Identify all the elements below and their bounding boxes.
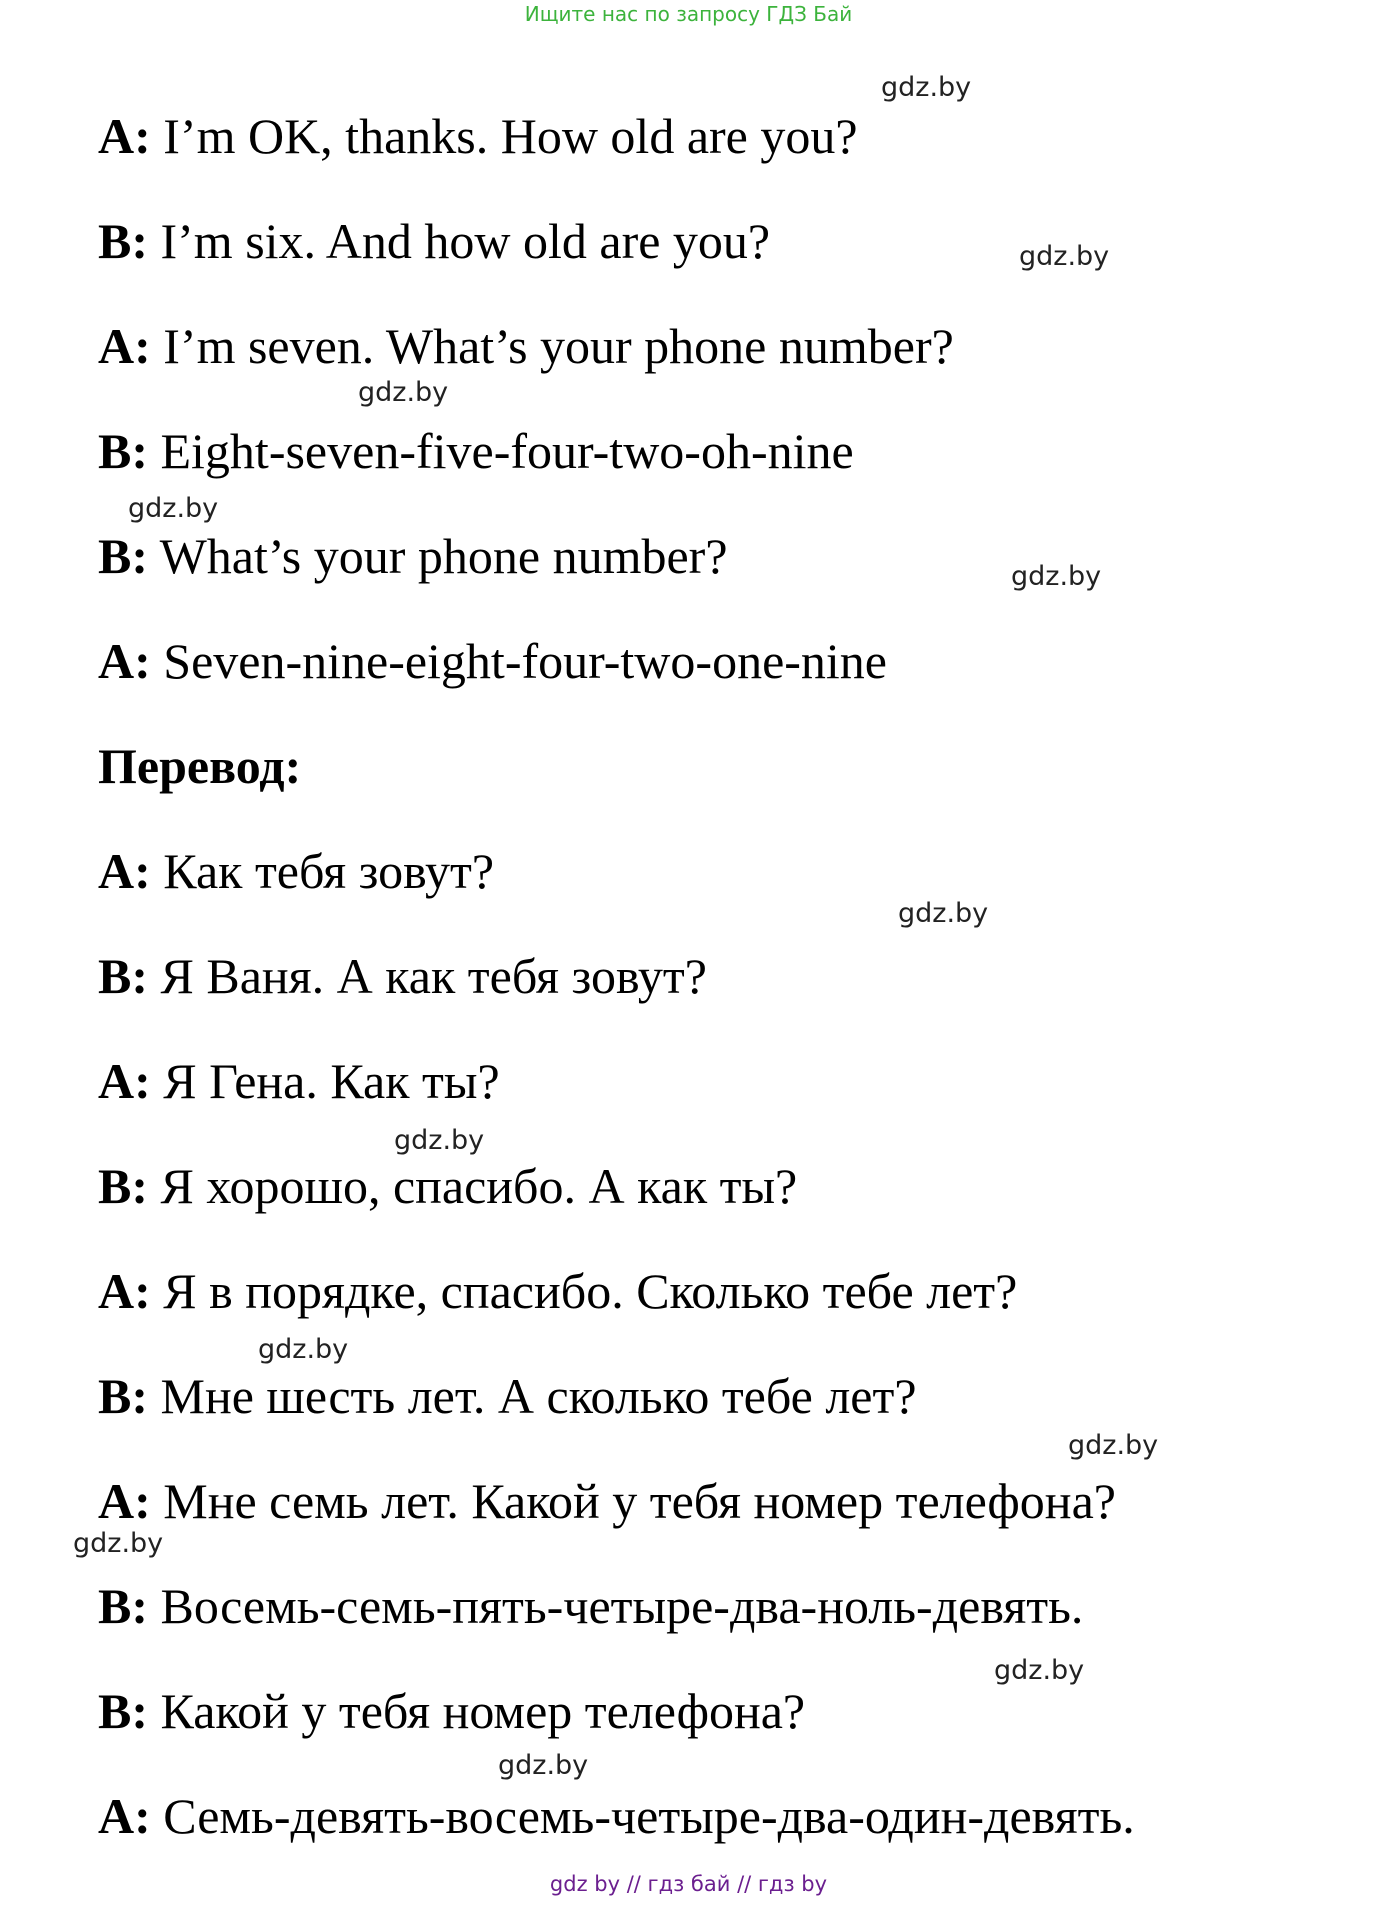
line-text: What’s your phone number? [159, 528, 728, 584]
dialogue-line-ru-4 [98, 1156, 797, 1216]
watermark: gdz.by [128, 493, 219, 524]
line-text: I’m OK, thanks. How old are you? [163, 108, 858, 164]
dialogue-line-en-4 [98, 421, 854, 481]
top-banner: Ищите нас по запросу ГДЗ Бай [524, 2, 853, 26]
speaker-label: B: [98, 213, 148, 269]
dialogue-line-ru-2 [98, 946, 707, 1006]
speaker-label: B: [98, 1368, 148, 1424]
speaker-label: A: [98, 843, 151, 899]
dialogue-line-en-1 [98, 106, 858, 166]
speaker-label: A: [98, 1053, 151, 1109]
line-text: Eight-seven-five-four-two-oh-nine [160, 423, 854, 479]
speaker-label: A: [98, 633, 151, 689]
dialogue-line-en-3 [98, 316, 954, 376]
line-text: Я Ваня. А как тебя зовут? [160, 948, 707, 1004]
line-text: I’m seven. What’s your phone number? [163, 318, 954, 374]
speaker-label: B: [98, 1683, 148, 1739]
line-text: Восемь-семь-пять-четыре-два-ноль-девять. [160, 1578, 1084, 1634]
watermark: gdz.by [258, 1334, 349, 1365]
watermark: gdz.by [498, 1750, 589, 1781]
dialogue-line-ru-5 [98, 1261, 1017, 1321]
dialogue-line-ru-1 [98, 841, 494, 901]
speaker-label: B: [98, 948, 148, 1004]
watermark: gdz.by [1068, 1430, 1159, 1461]
watermark: gdz.by [73, 1528, 164, 1559]
line-text: Какой у тебя номер телефона? [160, 1683, 806, 1739]
line-text: Мне шесть лет. А сколько тебе лет? [160, 1368, 917, 1424]
speaker-label: B: [98, 528, 148, 584]
line-text: Я Гена. Как ты? [163, 1053, 500, 1109]
watermark: gdz.by [358, 377, 449, 408]
watermark: gdz.by [394, 1125, 485, 1156]
line-text: Я хорошо, спасибо. А как ты? [160, 1158, 798, 1214]
footer-links: gdz by // гдз бай // гдз by [549, 1872, 828, 1896]
watermark: gdz.by [1019, 241, 1110, 272]
line-text: Семь-девять-восемь-четыре-два-один-девять. [163, 1788, 1135, 1844]
speaker-label: B: [98, 1578, 148, 1634]
dialogue-line-en-2 [98, 211, 770, 271]
speaker-label: B: [98, 423, 148, 479]
speaker-label: A: [98, 1473, 151, 1529]
translation-heading: Перевод: [98, 738, 302, 794]
speaker-label: A: [98, 1263, 151, 1319]
watermark: gdz.by [898, 898, 989, 929]
dialogue-line-ru-10 [98, 1786, 1135, 1846]
line-text: Seven-nine-eight-four-two-one-nine [163, 633, 887, 689]
dialogue-line-ru-3 [98, 1051, 500, 1111]
dialogue-line-ru-9 [98, 1681, 805, 1741]
line-text: Мне семь лет. Какой у тебя номер телефона? [163, 1473, 1116, 1529]
line-text: I’m six. And how old are you? [160, 213, 771, 269]
speaker-label: A: [98, 318, 151, 374]
speaker-label: A: [98, 108, 151, 164]
watermark: gdz.by [994, 1655, 1085, 1686]
dialogue-line-en-6 [98, 631, 887, 691]
watermark: gdz.by [881, 72, 972, 103]
dialogue-line-ru-8 [98, 1576, 1083, 1636]
speaker-label: B: [98, 1158, 148, 1214]
dialogue-line-ru-6 [98, 1366, 917, 1426]
line-text: Я в порядке, спасибо. Сколько тебе лет? [163, 1263, 1018, 1319]
line-text: Как тебя зовут? [163, 843, 495, 899]
dialogue-line-ru-7 [98, 1471, 1116, 1531]
dialogue-line-en-5 [98, 526, 728, 586]
speaker-label: A: [98, 1788, 151, 1844]
watermark: gdz.by [1011, 561, 1102, 592]
